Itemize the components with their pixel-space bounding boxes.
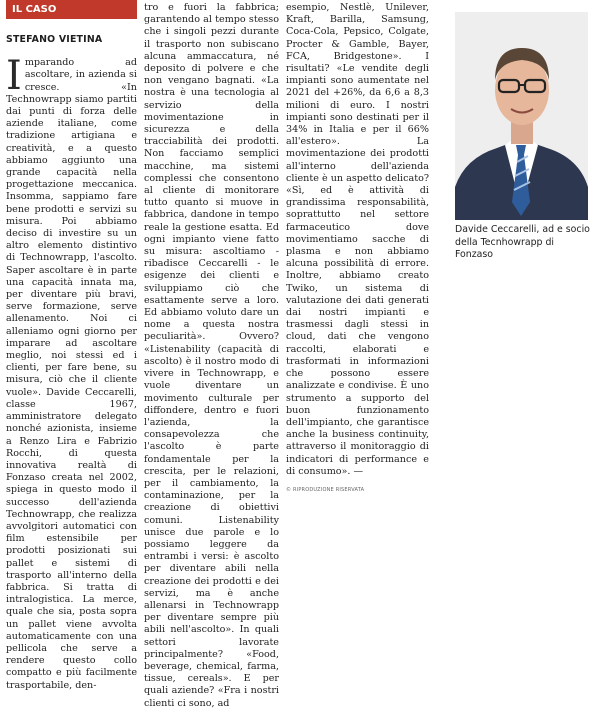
article-text-col3: esempio, Nestlè, Unilever, Kraft, Barilla, Samsung, Coca-Cola, Pepsico, Colgate, Procter & Gamble, Bayer, FCA, Bridgestone». I risultati? «Le vendite degli impianti sono aumentate nel 2021 del +26%, da 6,6 a 8,3 milioni di euro. I nostri impianti sono destinati per il 34% in Italia e per il 66% all'estero». La movimentazione dei prodotti all'interno dell'azienda cliente è un aspetto delicato? «Sì, ed è attività di grandissima responsabilità, soprattutto nel settore farmaceutico dove movimentiamo sacche di plasma e non abbiamo alcuna possibilità di errore. Inoltre, abbiamo creato Twiko, un sistema di valutazione dei dati generati dai nostri impianti e trasmessi dagli stessi in cloud, dati che vengono raccolti, elaborati e trasformati in informazioni che possono essere analizzate e condivise. È uno strumento a supporto del buon funzionamento dell'impianto, che garantisce anche la business continuity, attraverso il monitoraggio di indicatori di performance e di consumo». —	[286, 2, 429, 477]
article-paragraph	[6, 53, 137, 692]
section-rubric: IL CASO	[6, 0, 137, 19]
article-column-2	[144, 2, 279, 710]
article-column-3	[286, 2, 429, 496]
copyright-notice: © RIPRODUZIONE RISERVATA	[286, 486, 365, 493]
portrait-photo	[455, 12, 588, 220]
caption-line-2: della Tecnhowrapp di Fonzaso	[455, 236, 555, 260]
neck	[511, 122, 533, 144]
article-column-1	[6, 0, 137, 692]
author-byline: STEFANO VIETINA	[6, 34, 103, 45]
article-text-col1: mparando ad ascoltare, in azienda si cresce. «In Technowrapp siamo partiti dai punti di forza delle aziende italiane, come tradizione artigiana e creatività, e a questo abbiamo aggiunto una grande capacità nella progettazione meccanica. Insomma, sappiamo fare bene prodotti e servizi su misura. Poi abbiamo deciso di investire su un altro elemento distintivo di Technowrapp, l'ascolto. Saper ascoltare è in parte una capacità innata ma, per diventare più bravi, serve formazione, serve allenamento. Noi ci alleniamo ogni giorno per imparare ad ascoltare meglio, noi stessi ed i clienti, per fare bene, su misura, ciò che il cliente vuole». Davide Ceccarelli, classe 1967, amministratore delegato nonché azionista, insieme a Renzo Lira e Fabrizio Rocchi, di questa innovativa realtà di Fonzaso creata nel 2002, spiega in questo modo il successo dell'azienda Technowrapp, che realizza avvolgitori automatici con film estensibile per prodotti posizionati sui pallet e sistemi di trasporto all'interno della fabbrica. Si tratta di intralogistica. La merce, quale che sia, posta sopra un pallet viene avvolta automaticamente con una pellicola che serve a rendere questo collo compatto e più facilmente trasportabile, den-	[6, 57, 137, 691]
caption-line-1: Davide Ceccarelli, ad e socio	[455, 224, 590, 235]
drop-cap: I	[6, 53, 22, 100]
portrait-illustration	[455, 12, 588, 220]
article-text-col2: tro e fuori la fabbrica; garantendo al tempo stesso che i singoli pezzi durante il trasporto non subiscano alcuna ammaccatura, né deposito di polvere e che non vengano bagnati. «La nostra è una tecnologia al servizio della movimentazione in sicurezza e della tracciabilità dei prodotti. Non facciamo semplici macchine, ma sistemi complessi che consentono al cliente di monitorare tutto quanto si muove in fabbrica, dandone in tempo reale la gestione esatta. Ed ogni impianto viene fatto su misura: ascoltiamo - ribadisce Ceccarelli - le esigenze dei clienti e sviluppiamo ciò che esattamente serve a loro. Ed abbiamo voluto dare un nome a questa nostra peculiarità». Ovvero? «Listenability (capacità di ascolto) è il nostro modo di vivere in Technowrapp, e vuole diventare un movimento culturale per diffondere, dentro e fuori l'azienda, la consapevolezza che l'ascolto è parte fondamentale per la crescita, per le relazioni, per il cambiamento, la contaminazione, per la creazione di obiettivi comuni. Listenability unisce due parole e lo possiamo leggere da entrambi i versi: è ascolto per diventare abili nella creazione dei prodotti e dei servizi, ma è anche allenarsi in Technowrapp per diventare sempre più abili nell'ascolto». In quali settori lavorate principalmente? «Food, beverage, chemical, farma, tissue, cereals». E per quali aziende? «Fra i nostri clienti ci sono, ad	[144, 2, 279, 709]
photo-caption	[455, 224, 595, 262]
